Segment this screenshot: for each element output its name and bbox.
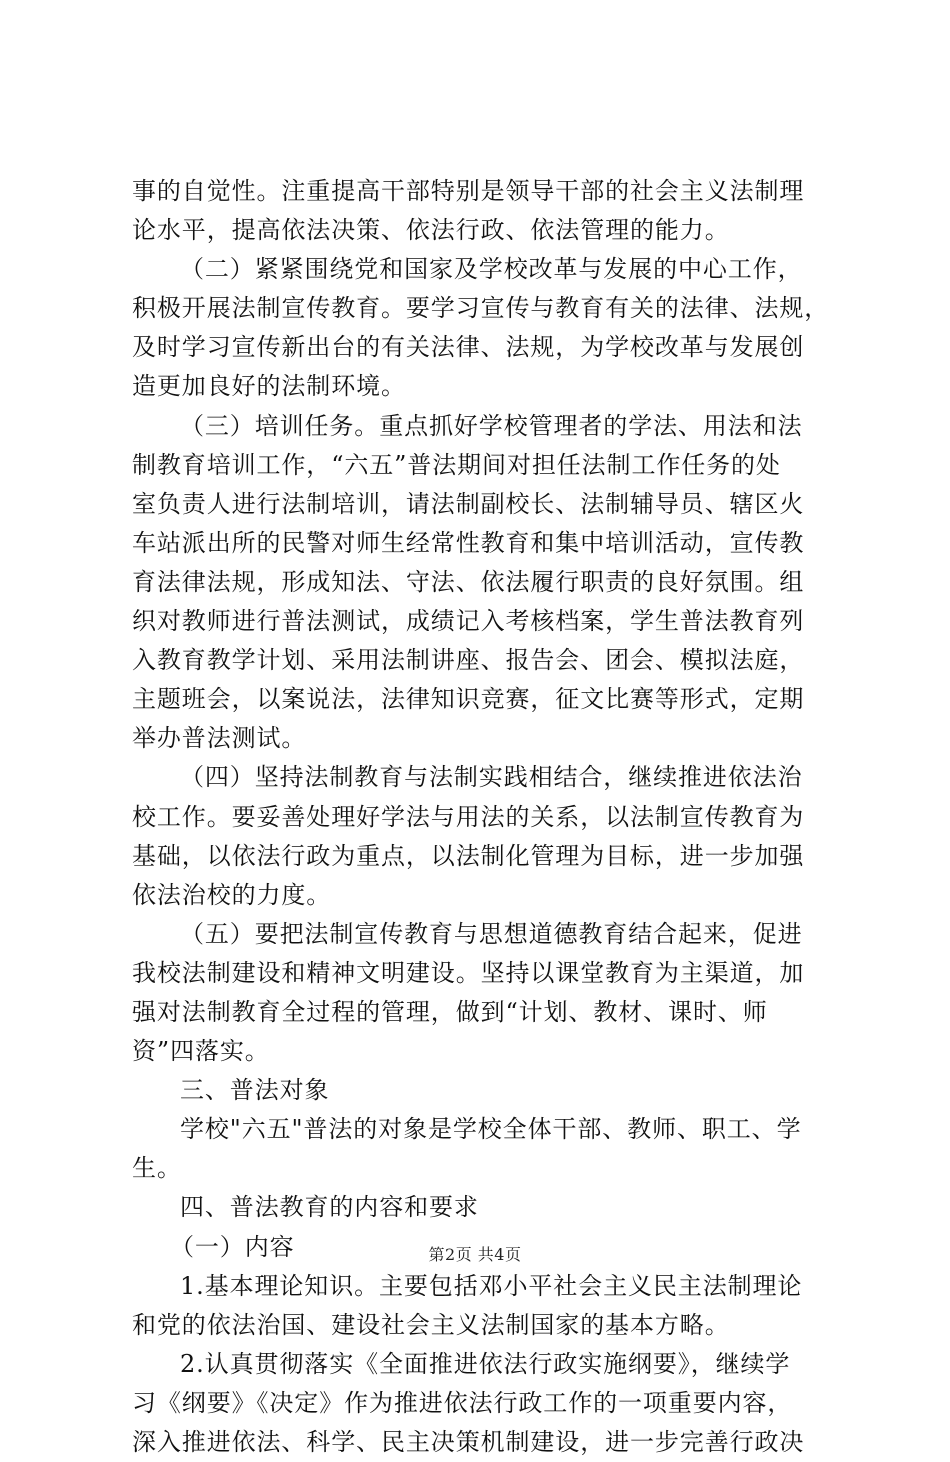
text-line: 和党的依法治国、建设社会主义法制国家的基本方略。 (132, 1310, 730, 1339)
text-line: 习《纲要》《决定》作为推进依法行政工作的一项重要内容， (132, 1388, 793, 1417)
text-line: 校工作。要妥善处理好学法与用法的关系，以法制宣传教育为 (132, 802, 805, 831)
text-line: 资”四落实。 (132, 1037, 270, 1066)
text-line: 入教育教学计划、采用法制讲座、报告会、团会、模拟法庭， (132, 646, 805, 675)
text-line: 造更加良好的法制环境。 (132, 372, 406, 401)
text-line: 织对教师进行普法测试，成绩记入考核档案，学生普法教育列 (132, 607, 805, 636)
section-heading: 四、普法教育的内容和要求 (180, 1193, 479, 1222)
text-line: 深入推进依法、科学、民主决策机制建设，进一步完善行政决 (132, 1428, 805, 1456)
document-body (132, 172, 832, 1462)
subsection-heading: （一）内容 (170, 1232, 295, 1261)
section-heading: 三、普法对象 (180, 1076, 330, 1105)
text-line: 车站派出所的民警对师生经常性教育和集中培训活动，宣传教 (132, 528, 805, 557)
text-line: 积极开展法制宣传教育。要学习宣传与教育有关的法律、法规， (132, 294, 830, 323)
text-line: 学校"六五"普法的对象是学校全体干部、教师、职工、学 (180, 1115, 802, 1144)
text-line: 强对法制教育全过程的管理，做到“计划、教材、课时、师 (132, 997, 768, 1026)
text-line: （五）要把法制宣传教育与思想道德教育结合起来，促进 (180, 919, 803, 948)
text-line: 生。 (132, 1154, 182, 1183)
text-line: 事的自觉性。注重提高干部特别是领导干部的社会主义法制理 (132, 177, 805, 205)
text-line: 2.认真贯彻落实《全面推进依法行政实施纲要》，继续学 (180, 1349, 791, 1378)
page-number-footer: 第2页 共4页 (428, 1245, 522, 1264)
text-line: （四）坚持法制教育与法制实践相结合，继续推进依法治 (180, 763, 803, 792)
text-line: 依法治校的力度。 (132, 880, 332, 909)
text-line: 基础，以依法行政为重点，以法制化管理为目标，进一步加强 (132, 841, 805, 870)
text-line: 论水平，提高依法决策、依法行政、依法管理的能力。 (132, 216, 730, 245)
text-line: 及时学习宣传新出台的有关法律、法规，为学校改革与发展创 (132, 333, 805, 362)
text-line: 1.基本理论知识。主要包括邓小平社会主义民主法制理论 (180, 1271, 803, 1300)
text-line: 室负责人进行法制培训，请法制副校长、法制辅导员、辖区火 (132, 489, 805, 518)
text-line: 育法律法规，形成知法、守法、依法履行职责的良好氛围。组 (132, 567, 805, 596)
text-line: 我校法制建设和精神文明建设。坚持以课堂教育为主渠道，加 (132, 958, 805, 987)
text-line: 举办普法测试。 (132, 724, 307, 753)
text-line: （三）培训任务。重点抓好学校管理者的学法、用法和法 (180, 411, 803, 440)
text-line: 制教育培训工作，“六五”普法期间对担任法制工作任务的处 (132, 450, 781, 479)
text-line: （二）紧紧围绕党和国家及学校改革与发展的中心工作， (180, 255, 803, 284)
text-line: 主题班会，以案说法，法律知识竞赛，征文比赛等形式，定期 (132, 685, 805, 714)
